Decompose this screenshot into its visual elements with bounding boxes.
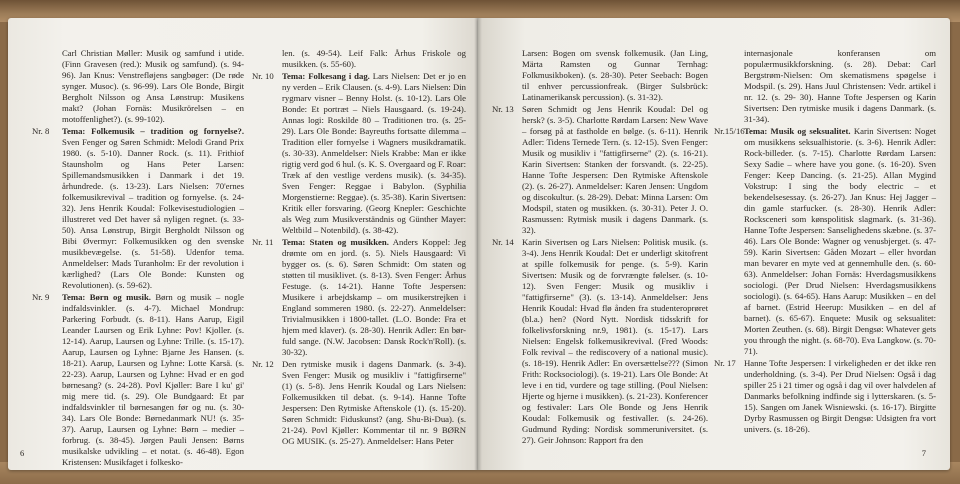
issue-number bbox=[32, 48, 62, 125]
left-page bbox=[8, 18, 478, 470]
left-page-column-2 bbox=[252, 48, 466, 448]
issue-number: Nr. 17 bbox=[714, 358, 736, 368]
index-entry bbox=[492, 237, 708, 446]
issue-articles: Sven Fenger og Søren Schmidt: Melodi Grand Prix 1980. (s. 5-10). Danner Rock. (s. 11). Frithiof Staunsholm og Hans Peter Larsen: Spillemandsmusikken i Danmark i det 19. århundrede. (s. 13-23). Lars Nielsen: 70'ernes folkemusikrevival – tradition og fornyelse. (s. 24-32). Jens Henrik Koudal: Folkevisestudiologien – illustreret ved Det haver så nyligen regnet. (s. 33-50). Ansa Lønstrup, Birgit Bergholdt Nilsson og Bibi Øvermyr: Folkemusikken og den svenske musikbevægelse. (s. 51-58). Udenfor tema. Anmeldelser: Mads Turanholm: Er der revolution i kærlighed? (Lars Ole Bonde: Kunsten og Revolutionen). (s. 59-62). bbox=[62, 137, 244, 290]
page-number-right: 7 bbox=[921, 448, 926, 458]
issue-contents bbox=[62, 48, 244, 125]
issue-contents bbox=[282, 48, 466, 70]
issue-theme: Tema: Staten og musikken. bbox=[282, 237, 389, 247]
index-entry bbox=[714, 48, 936, 125]
page-number-left: 6 bbox=[20, 448, 25, 458]
issue-articles: Larsen: Bogen om svensk folkemusik. (Jan Ling, Märta Ramsten og Gunnar Ternhag: Folkmusikboken). (s. 28-30). Peter Seebach: Bogen til enhver percussionfreak. (Birger Sulsbrück: Latinamerikansk percussion). (s. 31-32). bbox=[522, 48, 708, 102]
issue-contents bbox=[62, 292, 244, 468]
issue-contents bbox=[282, 359, 466, 447]
issue-articles: internasjonale konferansen om populærmusikkforskning. (s. 28). Debat: Carl Bergstrøm-Nielsen: Om skematismens spøgelse i Modspil. (s. 29). Hans Juul Christensen: Vedr. artikel i nr. 12. (s. 29- 30). Hanne Tofte Jespersen og Karin Sivertsen: Den rytmiske musik i dagens Danmark. (s. 31-34). bbox=[744, 48, 936, 124]
issue-contents bbox=[282, 71, 466, 236]
issue-articles: Anders Koppel: Jeg drømte om en jord. (s. 5). Niels Hausgaard: Vi bygger os. (s. 6). Søren Schmidt: Om staten og støtten til musiklivet. (s. 8-13). Sven Fenger: Århus Festuge. (s. 14-21). Hanne Tofte Jespersen: Musikere i arbejdskamp – om musikerstrejken i England sommeren 1980. (s. 22-27). Anmeldelser: Trivialmusikken i 1800-tallet. (L.O. Bonde: Fra et hjem med klaver). (s. 28-30). Henrik Adler: En bør-fuld sange. (N.W. Jacobsen: Dansk Rock'n'Roll). (s. 30-32). bbox=[282, 237, 466, 357]
issue-contents bbox=[522, 48, 708, 103]
issue-number: Nr. 9 bbox=[32, 292, 50, 302]
index-entry bbox=[252, 237, 466, 358]
issue-theme: Tema: Børn og musik. bbox=[62, 292, 151, 302]
issue-number bbox=[714, 48, 744, 125]
index-entry bbox=[32, 292, 244, 468]
right-page-column-1 bbox=[492, 48, 708, 447]
right-page-column-2 bbox=[714, 48, 936, 436]
issue-number bbox=[492, 48, 522, 103]
issue-contents bbox=[744, 358, 936, 435]
issue-contents bbox=[522, 104, 708, 236]
index-entry bbox=[252, 71, 466, 236]
issue-contents bbox=[282, 237, 466, 358]
issue-articles: Søren Schmidt og Jens Henrik Koudal: Del og hersk? (s. 3-5). Charlotte Rørdam Larsen: New Wave – forsøg på at fastholde en bølge. (s. 6-11). Henrik Adler: Tidens Ternede Tern. (s. 12-15). Sven Fenger: Musik og musikliv i "fattigfirserne" (2). (s. 16-21). Karin Sivertsen: Stanken der forsvandt. (s. 22-25). Hanne Tofte Jespersen: Den Rytmiske Aftenskole (2). (s. 26-27). Anmeldelser: Karen Jensen: Ungdom og discokultur. (s. 28-29). Debat: Minna Larsen: Om Modspil, staten og musikken. (s. 30-31). Peter J. O. Rasmussen: Rytmisk musik i dagens Danmark. (s. 32). bbox=[522, 104, 708, 235]
issue-articles: Lars Nielsen: Det er jo en ny verden – Erik Clausen. (s. 4-9). Lars Nielsen: Din rygmarv visner – Benny Holst. (s. 10-12). Lars Ole Bonde: Et portræt – Niels Hausgaard. (s. 19-24). Annas logi: Roskilde 80 – Traditionen tro. (s. 25-29). Lars Ole Bonde: Bayreuths fortsatte dilemma – Tradition eller fornyelse i Wagners musikdramatik. (s. 30-33). Anmeldelser: Niels Krabbe: Man er ikke rigtig verd god 6 hul. (s. K. S. Overgaard og F. Roar: Træk af den vestlige verdens musik). (s. 34-35). Sven Fenger: Reggae i Babylon. (Syphilia Morgenstierne: Reggae). (s. 35-38). Karin Sivertsen: Kritik eller forsvaring. (Georg Knepler: Geschichte als Weg zum Musikverständnis og Günther Mayer: Weltbild – Notenbild). (s. 38-42). bbox=[282, 71, 466, 235]
index-entry bbox=[714, 358, 936, 435]
issue-contents bbox=[744, 48, 936, 125]
left-page-column-1 bbox=[32, 48, 244, 469]
index-entry bbox=[492, 48, 708, 103]
issue-articles: Hanne Tofte Jespersen: I virkeligheden er det ikke ren underholdning. (s. 3-4). Per Drud Nielsen: Også i dag spiller 25 i 21 timer og også i dag vil over halvdelen af Danmarks befolkning indfinde sig i lytterskaren. (s. 5-15). Sangen om Janek Wisniewski. (s. 16-17). Birgitte Dyrby Rasmussen og Birgit Dengsø: Udsigten fra vort univers. (s. 18-26). bbox=[744, 358, 936, 434]
issue-contents bbox=[522, 237, 708, 446]
right-page bbox=[478, 18, 950, 470]
index-entry bbox=[252, 359, 466, 447]
issue-number: Nr. 12 bbox=[252, 359, 274, 369]
issue-number: Nr. 8 bbox=[32, 126, 50, 136]
index-entry bbox=[32, 48, 244, 125]
index-entry bbox=[252, 48, 466, 70]
issue-theme: Tema: Folkemusik – tradition og fornyelse?. bbox=[62, 126, 244, 136]
issue-articles: len. (s. 49-54). Leif Falk: Århus Friskole og musikken. (s. 55-60). bbox=[282, 48, 466, 69]
issue-articles: Børn og musik – nogle indfaldsvinkler. (s. 4-7). Michael Mondrup: Parkering Forbudt. (s. 8-11). Hans Aarup, Eigil Leander Laursen og Erik Lyhne: Pov! Kjoller. (s. 12-14). Aarup, Laursen og Lyhne: Trille. (s. 15-17). Aarup, Laursen og Lyhne: Bjarne Jes Hansen. (s. 18-21). Aarup, Laursen og Lyhne: Lotte Karsä. (s. 22-23). Aarup, Laursen og Lyhne: Hvad er en god børnesang? (s. 24-28). Povl Kjøller: Bare I ku' gi' mig mere tid. (s. 29). Ole Bundgaard: Et par indfaldsvinkler til børnesangen før og nu. (s. 30-34). Lars Ole Bonde: Børnedanmark NU! (s. 35-37). Aarup, Laursen og Lyhne: Børn – medier – forbrug. (s. 38-45). Jørgen Pauli Jensen: Børns musikalske udvikling – et notat. (s. 46-48). Egon Kristensen: Musikfaget i folkesko- bbox=[62, 292, 244, 467]
issue-theme: Tema: Musik og seksualitet. bbox=[744, 126, 851, 136]
issue-contents bbox=[62, 126, 244, 291]
issue-articles: Karin Sivertsen og Lars Nielsen: Politisk musik. (s. 3-4). Jens Henrik Koudal: Det er underligt skitofrent at spille folkemusik for penge. (s. 5-9). Karin Sivertsen: Musik og de forvrængte følelser. (s. 10-12). Sven Fenger: Musik og musikliv i "fattigfirserne" (3). (s. 13-14). Anmeldelser: Jens Henrik Koudal: Hvad flø ånden fra studenteroprøret (bl.a.) hen? (Nord Nytt. Nordisk tidsskrift for folkelivsforskning nr.9, 1981). (s. 15-17). Lars Nielsen: Engelsk folkemusikrevival. (Fred Woods: Folk revival – the rediscovery of a national music). (s. 18-19). Henrik Adler: En oversættelse??? (Simon Frith: Rocksociologi). (s. 19-21). Lars Ole Bonde: At leve i en tid, vurdere og tage stilling. (Poul Nielsen: Hjerte og hjerne i musikken). (s. 21-23). Konferencer og festivaler: Lars Ole Bonde og Jens Henrik Koudal: Folkemusik og festivaller. (s. 24-26). Gudmund Ryding: Nordisk sommeruniversitet. (s. 27). Geir Johnson: Rapport fra den bbox=[522, 237, 708, 445]
issue-number: Nr. 13 bbox=[492, 104, 514, 114]
issue-articles: Carl Christian Møller: Musik og samfund i utide. (Finn Gravesen (red.): Musik og samfund). (s. 94-96). Jan Knus: Venstrefløjens sangbøger: (De røde synger. Musoc). (s. 96-99). Lars Ole Bonde, Birgit Bergholt Nilsson og Ansa Lønstrup: Musikens makt? (Johan Fornäs: Musikrörelsen – en motoffenlighet?). (s. 99-102). bbox=[62, 48, 244, 124]
issue-number: Nr. 14 bbox=[492, 237, 514, 247]
issue-number: Nr.15/16 bbox=[714, 126, 745, 136]
issue-number bbox=[252, 48, 282, 70]
issue-number: Nr. 11 bbox=[252, 237, 274, 247]
issue-articles: Karin Sivertsen: Noget om musikkens seksualhistorie. (s. 3-6). Henrik Adler: Rock-billeder. (s. 7-15). Charlotte Rørdam Larsen: Sexy Sadie – where have you gone. (s. 16-20). Sven Fenger: Keep Dancing. (s. 21-25). Allan Mygind Vokstrup: I sing the body electric – et bekendelsesessay. (s. 26-27). Jan Knus: Hej Jagger – din gamle starfucker. (s. 28-30). Henrik Adler: Rocksceneri som kønspolitisk slagmark. (s. 31-36). Hanne Tofte Jespersen: Sanselighedens skæbne. (s. 37-46). Lars Ole Bonde: Wagner og venusbjerget. (s. 47-59). Karin Sivertsen: Gåden Mozart – eller hvordan man bevarer en myte ved at gennemhulle den. (s. 60-63). Anmeldelser: Johan Fornäs: Hverdagsmusikkens sociologi. (Per Drud Nielsen: Hverdagsmusikkens sociologi). (s. 64-65). Hans Aarup: Musikken – en del af barnet. (Estrid Heerup: Musikken – en del af barnet). (s. 65-67). Enquete: Musik og seksualitet: Morten Zeuthen. (s. 68). Birgit Dengsø: Whatever gets you through the night. (s. 68-70). Eva Langkow. (s. 70-71). bbox=[744, 126, 937, 356]
index-entry bbox=[32, 126, 244, 291]
index-entry bbox=[492, 104, 708, 236]
book-spine bbox=[474, 18, 482, 470]
issue-contents bbox=[744, 126, 936, 357]
index-entry bbox=[714, 126, 936, 357]
issue-number: Nr. 10 bbox=[252, 71, 274, 81]
issue-articles: Den rytmiske musik i dagens Danmark. (s. 3-4). Sven Fenger: Musik og musikliv i "fattigfirserne" (1) (s. 5-8). Jens Henrik Koudal og Lars Nielsen: Folkemusikken til debat. (s. 9-14). Hanne Tofte Jespersen: Den Rytmiske Aftenskole (1). (s. 15-20). Søren Schmidt: Fiduskunst? (ang. Shu-Bi-Dua). (s. 21-24). Povl Kjøller: Kommentar til nr. 9 BØRN OG MUSIK. (s. 25-27). Anmeldelser: Hans Peter bbox=[282, 359, 466, 446]
issue-theme: Tema: Folkesang i dag. bbox=[282, 71, 370, 81]
